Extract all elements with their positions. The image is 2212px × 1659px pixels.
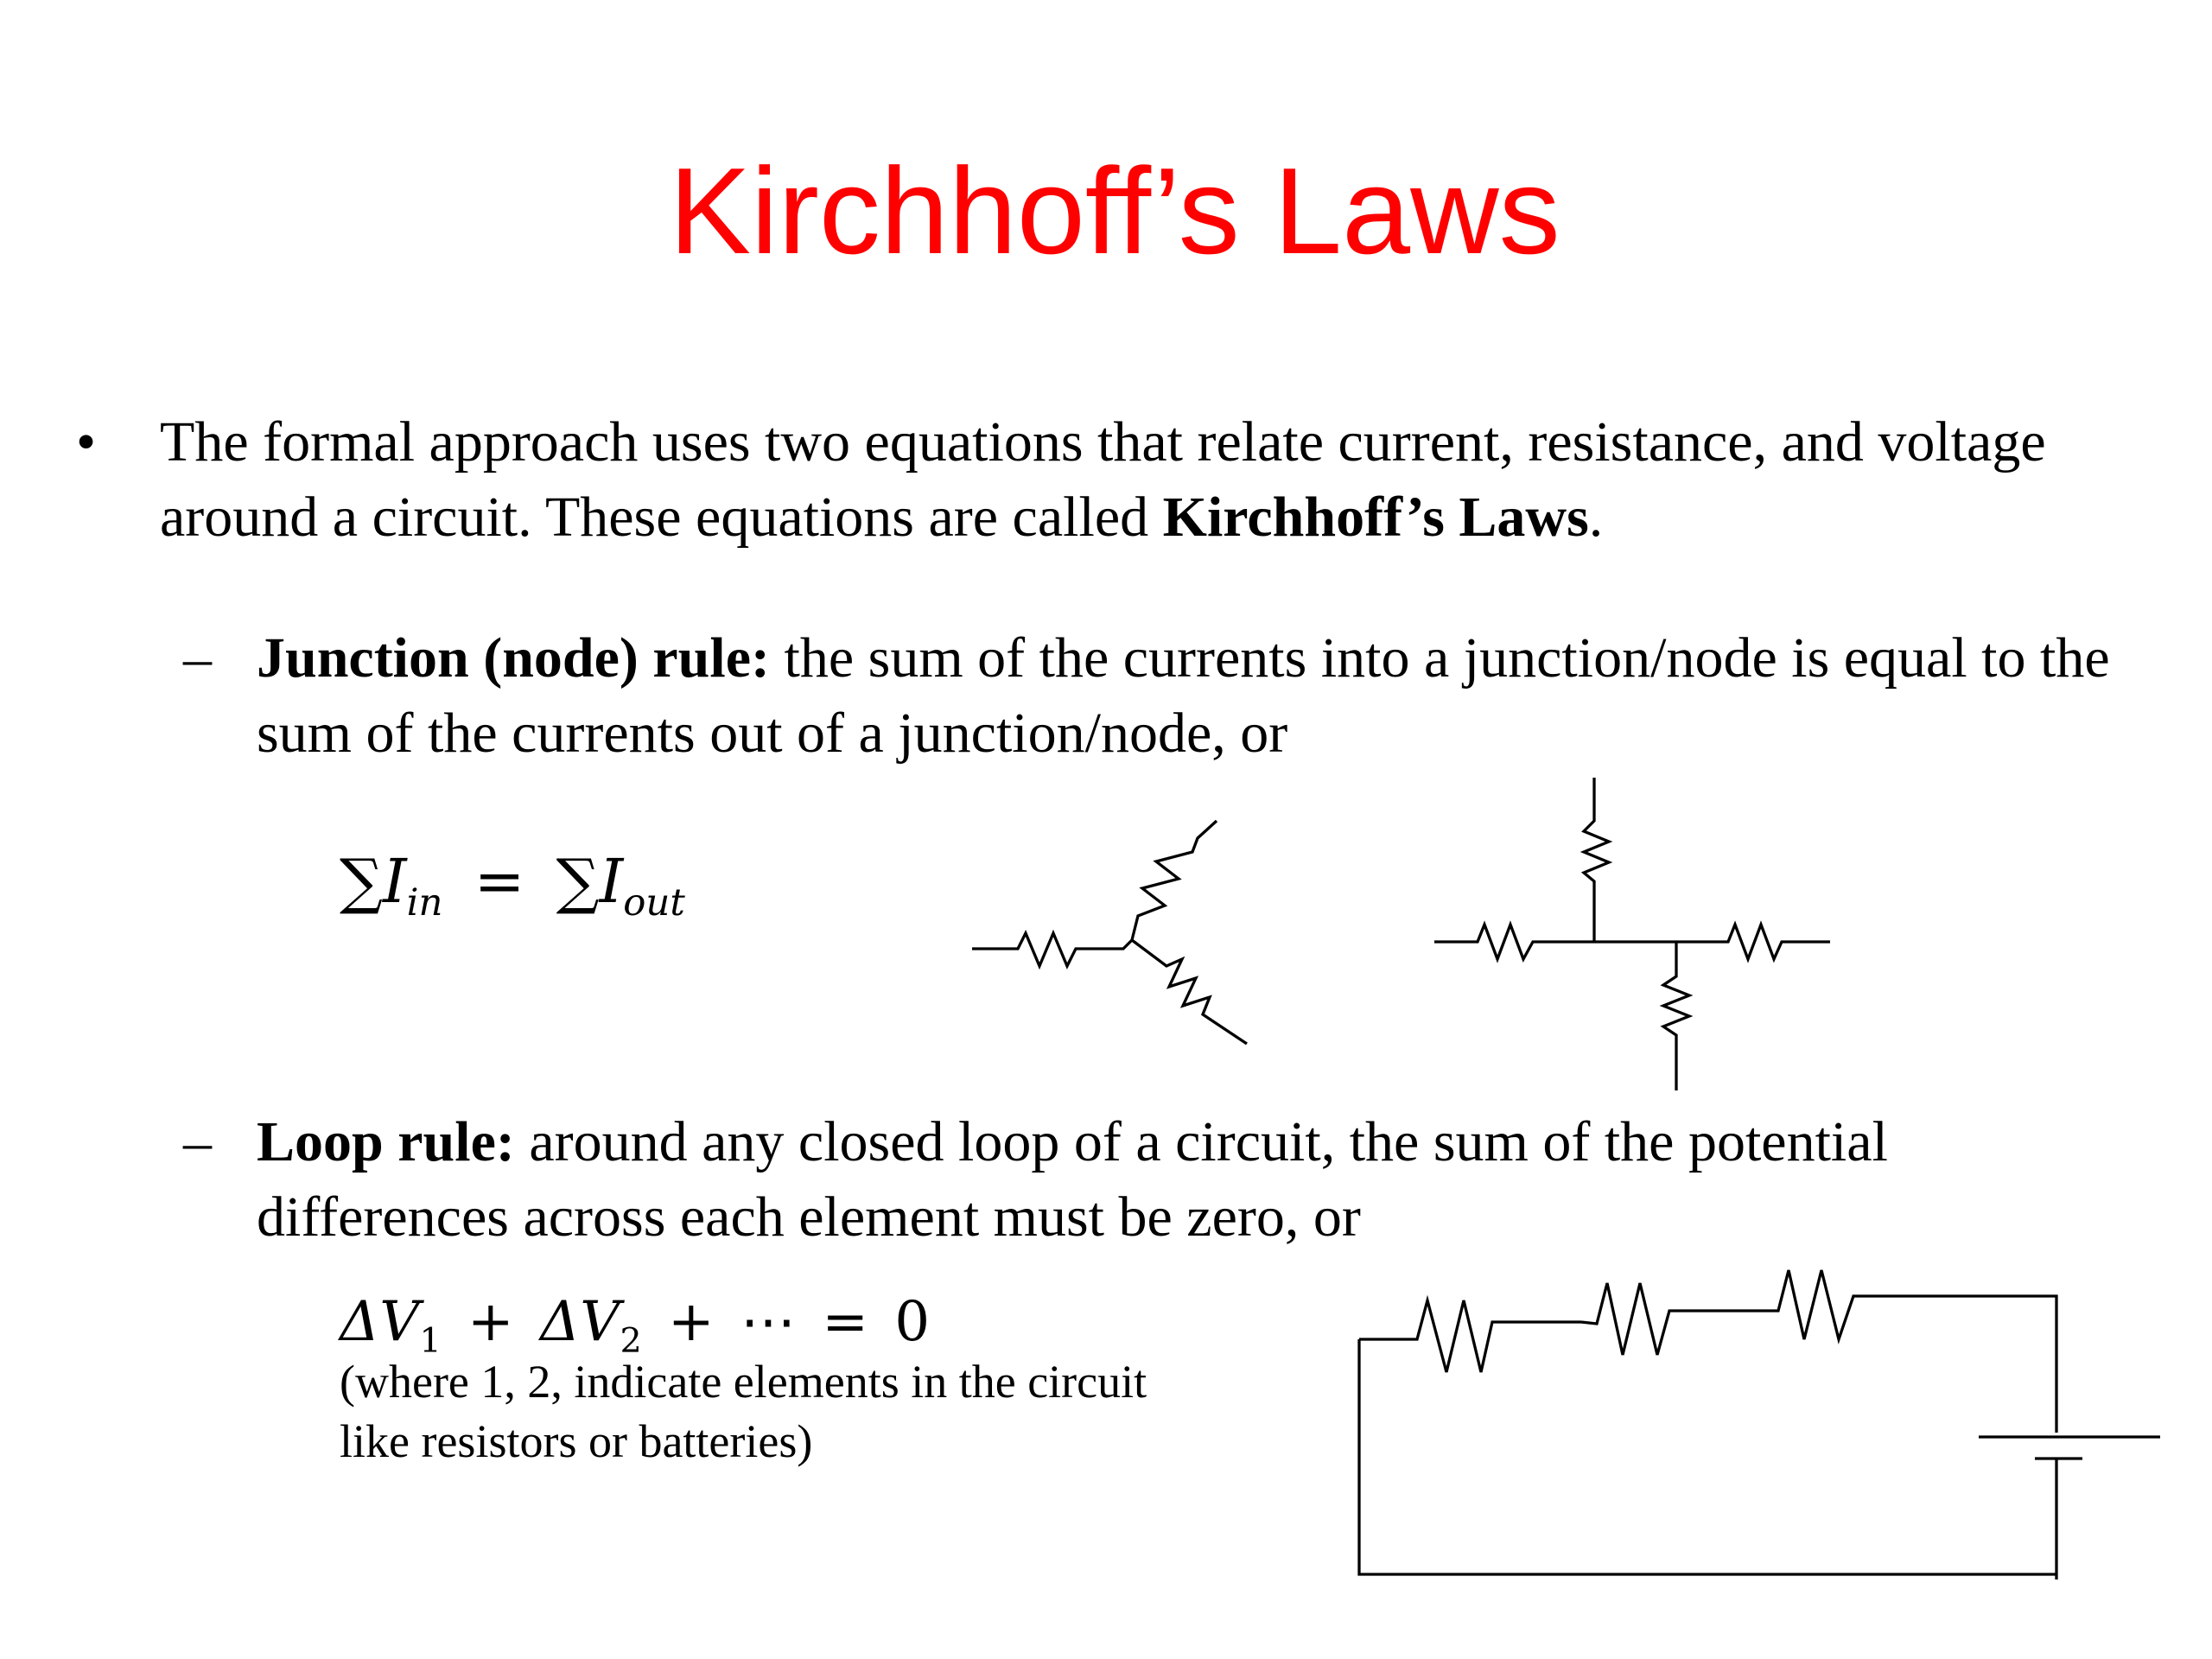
- loop-note: (where 1, 2, indicate elements in the circuit like resistors or batteries): [340, 1356, 1147, 1467]
- left-resistor-wire-2: [1434, 925, 1685, 959]
- kirchhoffs-laws-bold: Kirchhoff’s Laws: [1162, 486, 1589, 549]
- equals-sign-loop: =: [822, 1290, 868, 1354]
- current-in-sub: in: [406, 881, 443, 925]
- resistor-2-wire: [1581, 1283, 1738, 1355]
- junction-dash: –: [183, 626, 212, 690]
- current-in-var: I: [382, 846, 407, 917]
- zero: 0: [894, 1290, 931, 1354]
- upper-right-resistor-wire: [1132, 821, 1217, 940]
- cross-junction-diagram: [1426, 769, 1840, 1097]
- plus-sign-2: +: [668, 1290, 715, 1354]
- loop-rule-label: Loop rule:: [257, 1110, 515, 1173]
- title-text: Kirchhoff’s Laws: [669, 143, 1560, 280]
- bottom-resistor-wire-2: [1663, 942, 1689, 1090]
- current-out-sub: out: [623, 881, 685, 925]
- delta-v1: ΔV: [340, 1290, 420, 1354]
- sum-symbol-right: ∑: [556, 846, 600, 917]
- bullet-marker: •: [76, 410, 97, 474]
- ellipsis: ⋯: [741, 1290, 796, 1354]
- junction-equation: [340, 842, 685, 942]
- plus-sign-1: +: [467, 1290, 514, 1354]
- top-resistor-wire-2: [1584, 778, 1609, 942]
- junction-rule-paragraph: [257, 620, 2132, 771]
- loop-dash: –: [183, 1110, 212, 1173]
- left-resistor-wire: [972, 933, 1132, 966]
- equals-sign: =: [474, 846, 525, 917]
- lower-right-resistor-wire: [1132, 940, 1247, 1044]
- resistor-3-wire: [1738, 1270, 2056, 1433]
- current-out-var: I: [599, 846, 624, 917]
- loop-rule-paragraph: [257, 1104, 2132, 1255]
- slide-title: [0, 143, 2212, 281]
- junction-rule-label: Junction (node) rule:: [257, 626, 770, 690]
- intro-period: .: [1588, 486, 1604, 549]
- intro-paragraph: [160, 404, 2087, 555]
- junction-rule-text: the sum of the currents into a junction/node is equal to the sum of the currents out of a junction/node, or: [257, 626, 2110, 765]
- delta-v1-sub: 1: [419, 1320, 442, 1361]
- loop-rule-text: around any closed loop of a circuit, the sum of the potential differences across each element must be zero, or: [257, 1110, 1888, 1249]
- sum-symbol: ∑: [340, 846, 383, 917]
- intro-text: The formal approach uses two equations that relate current, resistance, and voltage around a circuit. These equations are called: [160, 410, 2046, 549]
- y-junction-diagram: [959, 804, 1270, 1046]
- right-resistor-wire-2: [1685, 925, 1830, 959]
- bottom-left-return-wire: [1359, 1339, 2056, 1574]
- resistor-1-wire: [1359, 1300, 1581, 1372]
- delta-v2-sub: 2: [620, 1320, 642, 1361]
- delta-v2: ΔV: [540, 1290, 620, 1354]
- loop-circuit-diagram: [1348, 1253, 2177, 1599]
